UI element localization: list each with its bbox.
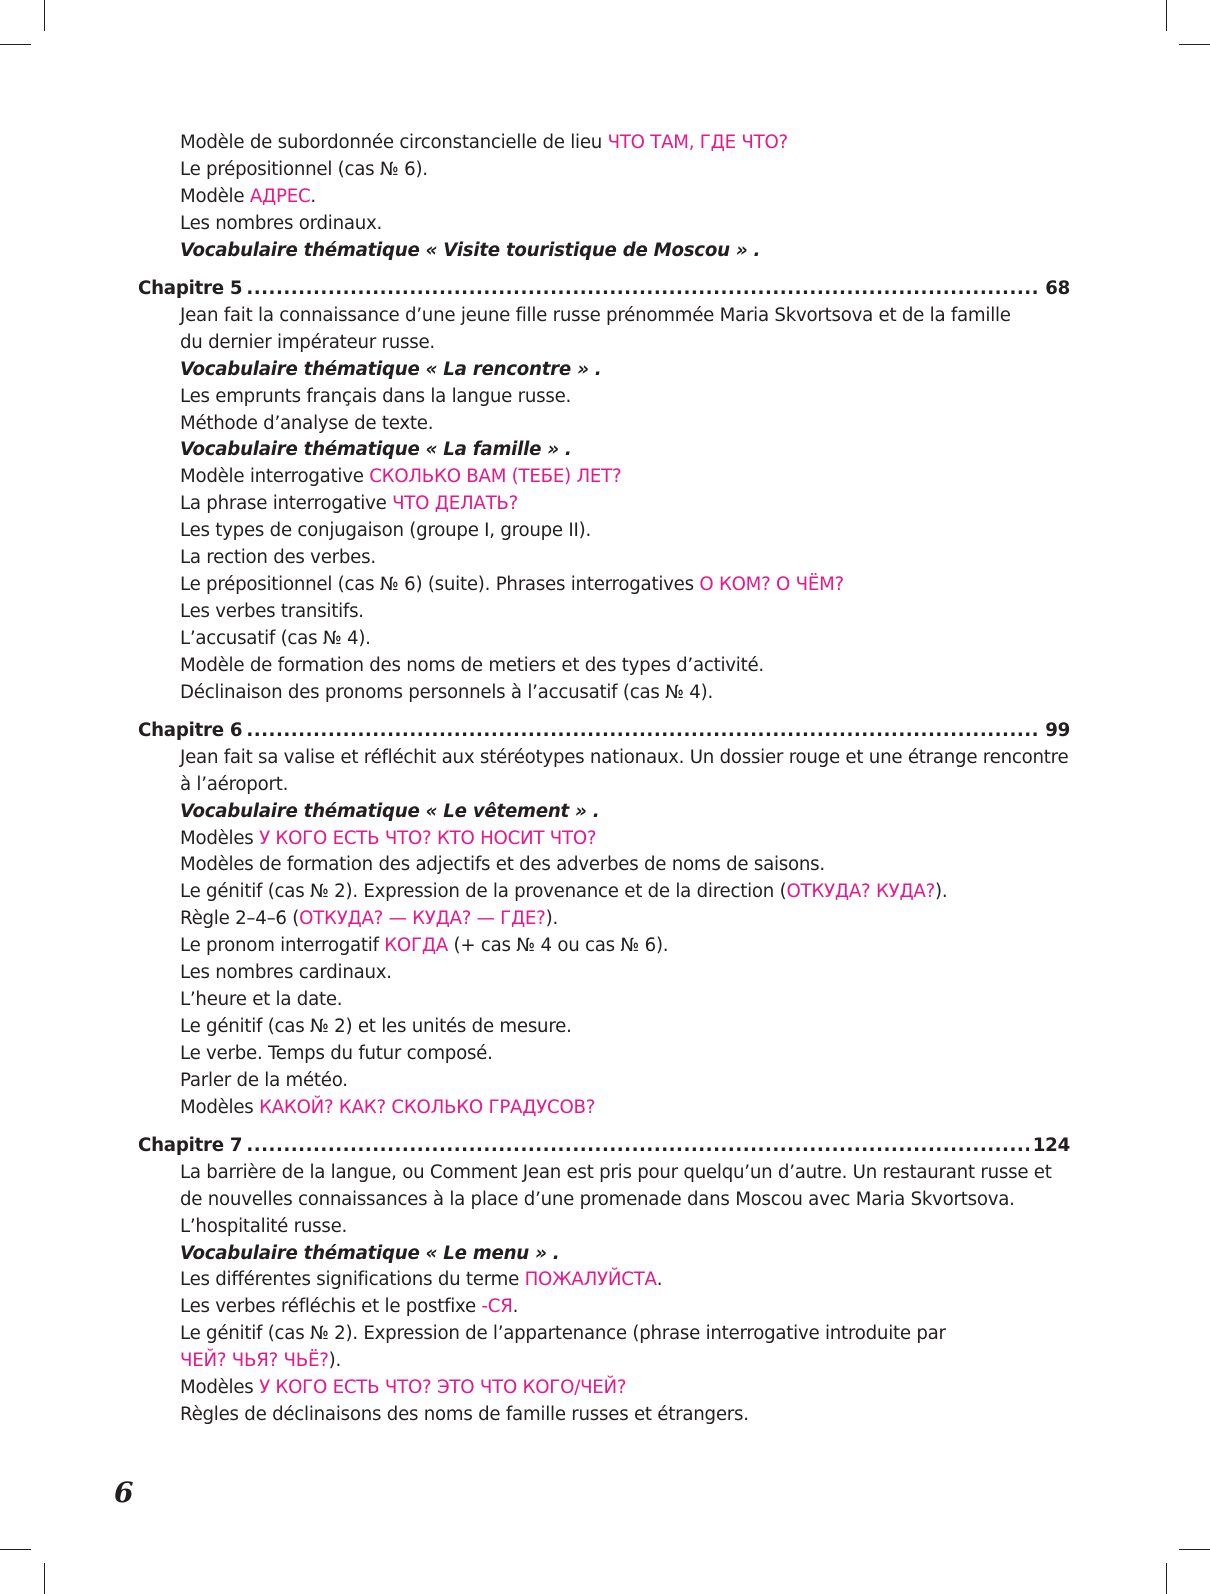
toc-topic-entry bbox=[180, 598, 1050, 625]
entry-text: Jean fait sa valise et réfléchit aux stéréotypes nationaux. Un dossier rouge et une étrange rencontre bbox=[180, 746, 1069, 768]
entry-text: Modèle de subordonnée circonstancielle de lieu bbox=[180, 132, 608, 153]
entry-text: Le génitif (cas № 2) et les unités de mesure. bbox=[180, 1015, 572, 1037]
toc-vocabulary-entry bbox=[180, 436, 1050, 463]
entry-text: Modèles bbox=[180, 1096, 260, 1118]
toc-topic-entry bbox=[180, 383, 1050, 410]
toc-topic-entry bbox=[180, 1347, 1050, 1374]
toc-topic-entry bbox=[180, 1013, 1050, 1040]
entry-text: ). bbox=[545, 908, 558, 930]
toc-topic-entry bbox=[180, 1293, 1050, 1320]
toc-vocabulary-entry bbox=[180, 237, 1050, 264]
entry-text: Modèles de formation des adjectifs et des adverbes de noms de saisons. bbox=[180, 854, 825, 876]
entry-text: L’hospitalité russe. bbox=[180, 1215, 348, 1237]
chapter-page-number: 99 bbox=[1045, 719, 1070, 741]
entry-text: Le prépositionnel (cas № 6) (suite). Phrases interrogatives bbox=[180, 573, 700, 595]
russian-term: -СЯ bbox=[481, 1296, 513, 1318]
entry-text: Modèles bbox=[180, 827, 260, 849]
toc-topic-entry bbox=[180, 210, 1050, 237]
toc-topic-entry bbox=[180, 156, 1050, 183]
toc-topic-entry bbox=[180, 1213, 1050, 1240]
entry-text: Le pronom interrogatif bbox=[180, 935, 385, 957]
entry-text: Les nombres ordinaux. bbox=[180, 212, 383, 234]
crop-mark bbox=[0, 1549, 31, 1550]
russian-term: КАКОЙ? КАК? СКОЛЬКО ГРАДУСОВ? bbox=[259, 1096, 596, 1118]
russian-term: ОТКУДА? — КУДА? — ГДЕ? bbox=[299, 908, 546, 930]
entry-text: Modèle bbox=[180, 185, 250, 207]
chapter-title: Chapitre 6 bbox=[138, 719, 243, 741]
toc-topic-entry bbox=[180, 129, 1050, 156]
toc-topic-entry bbox=[180, 986, 1050, 1013]
toc-topic-entry bbox=[180, 1094, 1050, 1121]
entry-text: Le génitif (cas № 2). Expression de l’appartenance (phrase interrogative introduite par bbox=[180, 1323, 946, 1345]
russian-term: ЧТО ТАМ, ГДЕ ЧТО? bbox=[607, 132, 788, 153]
toc-topic-entry bbox=[180, 1320, 1050, 1347]
toc-vocabulary-entry bbox=[180, 1240, 1050, 1267]
entry-text: ). bbox=[935, 881, 948, 903]
page-number: 6 bbox=[114, 1476, 134, 1509]
toc-chapter-entry[interactable] bbox=[138, 275, 1070, 302]
toc-vocabulary-entry bbox=[180, 356, 1050, 383]
toc-topic-entry bbox=[180, 771, 1050, 798]
crop-mark bbox=[44, 1563, 45, 1594]
russian-term: ПОЖАЛУЙСТА bbox=[524, 1269, 657, 1291]
russian-term: КОГДА bbox=[384, 935, 448, 957]
russian-term: У КОГО ЕСТЬ ЧТО? ЭТО ЧТО КОГО/ЧЕЙ? bbox=[259, 1377, 627, 1398]
toc-topic-entry bbox=[180, 851, 1050, 878]
entry-text: L’accusatif (cas № 4). bbox=[180, 627, 371, 649]
chapter-title: Chapitre 7 bbox=[138, 1134, 243, 1156]
toc-topic-entry bbox=[180, 1186, 1050, 1213]
toc-topic-entry bbox=[180, 463, 1050, 490]
russian-term: АДРЕС bbox=[249, 185, 311, 207]
entry-text: Les verbes transitifs. bbox=[180, 600, 364, 622]
toc-topic-entry bbox=[180, 1159, 1050, 1186]
toc-topic-entry bbox=[180, 544, 1050, 571]
crop-mark bbox=[1179, 1549, 1210, 1550]
entry-text: Modèle interrogative bbox=[180, 466, 370, 488]
entry-text: Déclinaison des pronoms personnels à l’accusatif (cas № 4). bbox=[180, 681, 713, 703]
entry-text: La phrase interrogative bbox=[180, 493, 393, 515]
entry-text: Modèle de formation des noms de metiers et des types d’activité. bbox=[180, 654, 764, 676]
toc-topic-entry bbox=[180, 932, 1050, 959]
entry-text: ). bbox=[328, 1350, 341, 1372]
toc-topic-entry bbox=[180, 905, 1050, 932]
chapter-page-number: 68 bbox=[1045, 278, 1070, 299]
entry-text: Règles de déclinaisons des noms de famille russes et étrangers. bbox=[180, 1403, 749, 1425]
entry-text: Les nombres cardinaux. bbox=[180, 962, 392, 983]
entry-text: Vocabulaire thématique « Le vêtement » . bbox=[180, 800, 600, 822]
entry-text: . bbox=[512, 1296, 519, 1318]
toc-topic-entry bbox=[180, 878, 1050, 905]
entry-text: Jean fait la connaissance d’une jeune fille russe prénommée Maria Skvortsova et de la famille bbox=[180, 304, 1011, 326]
entry-text: Vocabulaire thématique « Visite touristique de Moscou » . bbox=[180, 239, 761, 261]
toc-topic-entry bbox=[180, 959, 1050, 986]
dot-leader bbox=[246, 717, 1041, 744]
dot-leader bbox=[246, 275, 1041, 302]
toc-topic-entry bbox=[180, 1266, 1050, 1293]
entry-text: Le prépositionnel (cas № 6). bbox=[180, 158, 428, 180]
chapter-title: Chapitre 5 bbox=[138, 278, 243, 299]
toc-topic-entry bbox=[180, 517, 1050, 544]
entry-text: La barrière de la langue, ou Comment Jean est pris pour quelqu’un d’autre. Un restaurant russe et bbox=[180, 1161, 1052, 1183]
toc-topic-entry bbox=[180, 183, 1050, 210]
entry-text: Méthode d’analyse de texte. bbox=[180, 412, 434, 434]
toc-topic-entry bbox=[180, 571, 1050, 598]
toc-chapter-entry[interactable] bbox=[138, 1132, 1070, 1159]
toc-topic-entry bbox=[180, 679, 1050, 706]
entry-text: Vocabulaire thématique « La rencontre » . bbox=[180, 358, 602, 380]
entry-text: La rection des verbes. bbox=[180, 547, 376, 568]
entry-text: L’heure et la date. bbox=[180, 988, 343, 1010]
entry-text: Le génitif (cas № 2). Expression de la provenance et de la direction ( bbox=[180, 881, 787, 903]
dot-leader bbox=[246, 1132, 1028, 1159]
russian-term: ОТКУДА? КУДА? bbox=[786, 881, 936, 903]
entry-text: Les emprunts français dans la langue russe. bbox=[180, 385, 572, 407]
entry-text: Les différentes significations du terme bbox=[180, 1269, 525, 1291]
entry-text: Les types de conjugaison (groupe I, groupe II). bbox=[180, 520, 592, 542]
toc-topic-entry bbox=[180, 625, 1050, 652]
toc-topic-entry bbox=[180, 490, 1050, 517]
crop-mark bbox=[1179, 44, 1210, 45]
entry-text: (+ cas № 4 ou cas № 6). bbox=[448, 935, 669, 957]
russian-term: ЧЕЙ? ЧЬЯ? ЧЬЁ? bbox=[180, 1350, 329, 1372]
crop-mark bbox=[1166, 0, 1167, 31]
chapter-page-number: 124 bbox=[1032, 1134, 1070, 1156]
russian-term: ЧТО ДЕЛАТЬ? bbox=[392, 493, 519, 515]
entry-text: . bbox=[656, 1269, 663, 1291]
toc-topic-entry bbox=[180, 1401, 1050, 1428]
entry-text: Les verbes réfléchis et le postfixe bbox=[180, 1296, 482, 1318]
entry-text: Modèles bbox=[180, 1377, 260, 1398]
russian-term: У КОГО ЕСТЬ ЧТО? КТО НОСИТ ЧТО? bbox=[259, 827, 597, 849]
crop-mark bbox=[0, 44, 31, 45]
russian-term: СКОЛЬКО ВАМ (ТЕБЕ) ЛЕТ? bbox=[369, 466, 622, 488]
toc-topic-entry bbox=[180, 652, 1050, 679]
entry-text: du dernier impérateur russe. bbox=[180, 331, 435, 353]
toc-chapter-entry[interactable] bbox=[138, 717, 1070, 744]
toc-topic-entry bbox=[180, 825, 1050, 852]
crop-mark bbox=[44, 0, 45, 31]
toc-topic-entry bbox=[180, 1374, 1050, 1401]
toc-topic-entry bbox=[180, 410, 1050, 437]
entry-text: Le verbe. Temps du futur composé. bbox=[180, 1042, 493, 1064]
entry-text: Vocabulaire thématique « Le menu » . bbox=[180, 1242, 560, 1264]
entry-text: Parler de la météo. bbox=[180, 1069, 348, 1091]
toc-topic-entry bbox=[180, 302, 1050, 329]
entry-text: Règle 2–4–6 ( bbox=[180, 908, 300, 930]
entry-text: à l’aéroport. bbox=[180, 773, 289, 795]
toc-topic-entry bbox=[180, 1040, 1050, 1067]
toc-vocabulary-entry bbox=[180, 798, 1050, 825]
toc-topic-entry bbox=[180, 329, 1050, 356]
toc-topic-entry bbox=[180, 1067, 1050, 1094]
entry-text: de nouvelles connaissances à la place d’une promenade dans Moscou avec Maria Skvortsova. bbox=[180, 1188, 1015, 1210]
entry-text: . bbox=[310, 185, 316, 207]
entry-text: Vocabulaire thématique « La famille » . bbox=[180, 439, 572, 461]
crop-mark bbox=[1166, 1563, 1167, 1594]
russian-term: О КОМ? О ЧЁМ? bbox=[699, 573, 844, 595]
toc-topic-entry bbox=[180, 744, 1069, 771]
